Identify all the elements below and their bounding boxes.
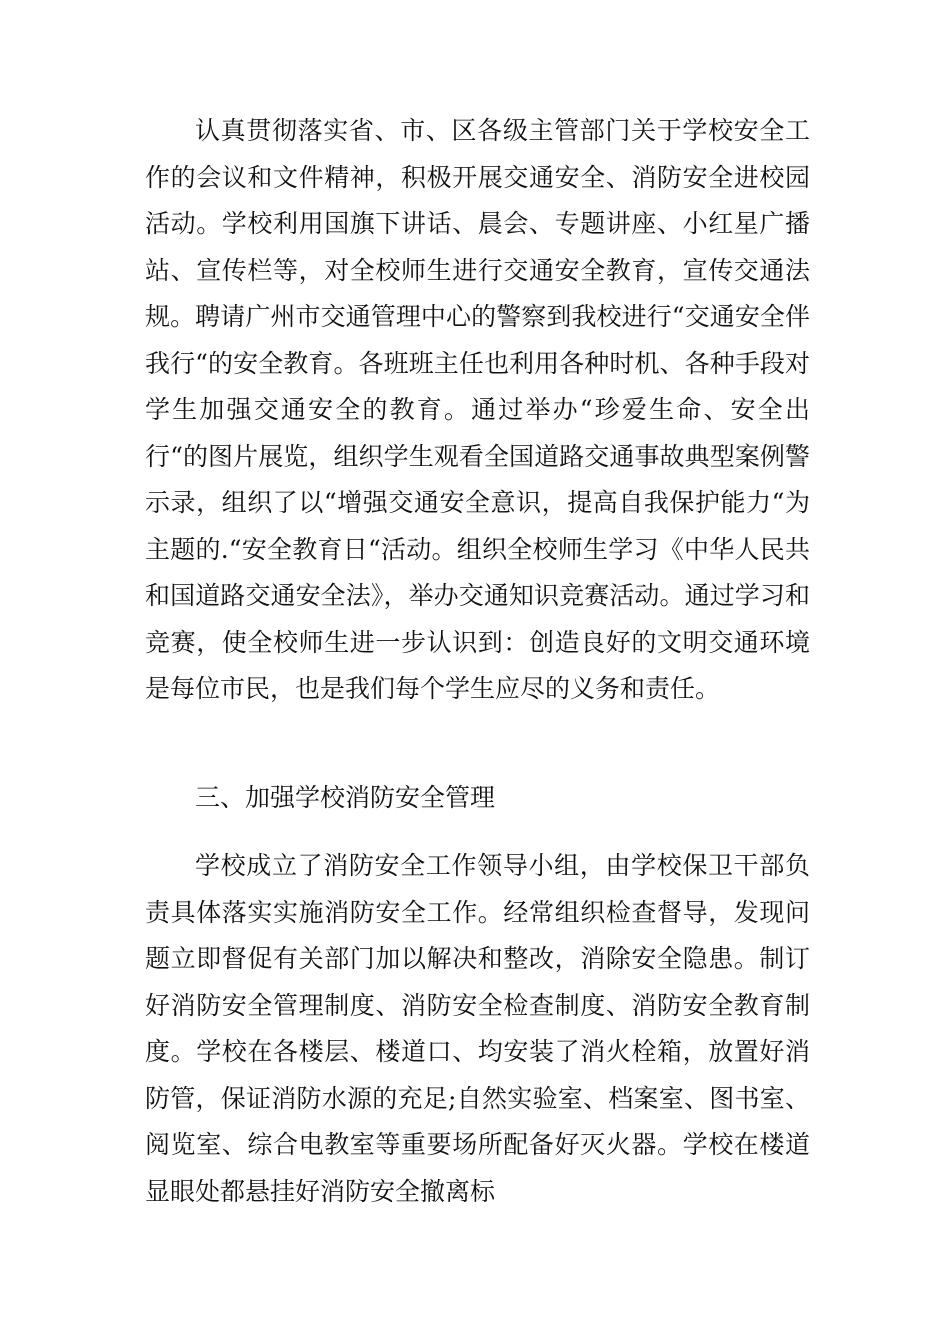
body-paragraph-fire-safety: 学校成立了消防安全工作领导小组，由学校保卫干部负责具体落实实施消防安全工作。经常组织检查督导，发现问题立即督促有关部门加以解决和整改，消除安全隐患。制订好消防安全管理制度、消防安全检查制度、消防安全教育制度。学校在各楼层、楼道口、均安装了消火栓箱，放置好消防管，保证消防水源的充足;自然实验室、档案室、图书室、阅览室、综合电教室等重要场所配备好灭火器。学校在楼道显眼处都悬挂好消防安全撤离标 <box>145 851 810 1206</box>
section-heading-fire-safety: 三、加强学校消防安全管理 <box>195 783 496 812</box>
body-paragraph-traffic-safety: 认真贯彻落实省、市、区各级主管部门关于学校安全工作的会议和文件精神，积极开展交通安全、消防安全进校园活动。学校利用国旗下讲话、晨会、专题讲座、小红星广播站、宣传栏等，对全校师生进行交通安全教育，宣传交通法规。聘请广州市交通管理中心的警察到我校进行“交通安全伴我行“的安全教育。各班班主任也利用各种时机、各种手段对学生加强交通安全的教育。通过举办“珍爱生命、安全出行“的图片展览，组织学生观看全国道路交通事故典型案例警示录，组织了以“增强交通安全意识，提高自我保护能力“为主题的.“安全教育日“活动。组织全校师生学习《中华人民共和国道路交通安全法》，举办交通知识竞赛活动。通过学习和竞赛，使全校师生进一步认识到：创造良好的文明交通环境是每位市民，也是我们每个学生应尽的义务和责任。 <box>145 116 810 703</box>
